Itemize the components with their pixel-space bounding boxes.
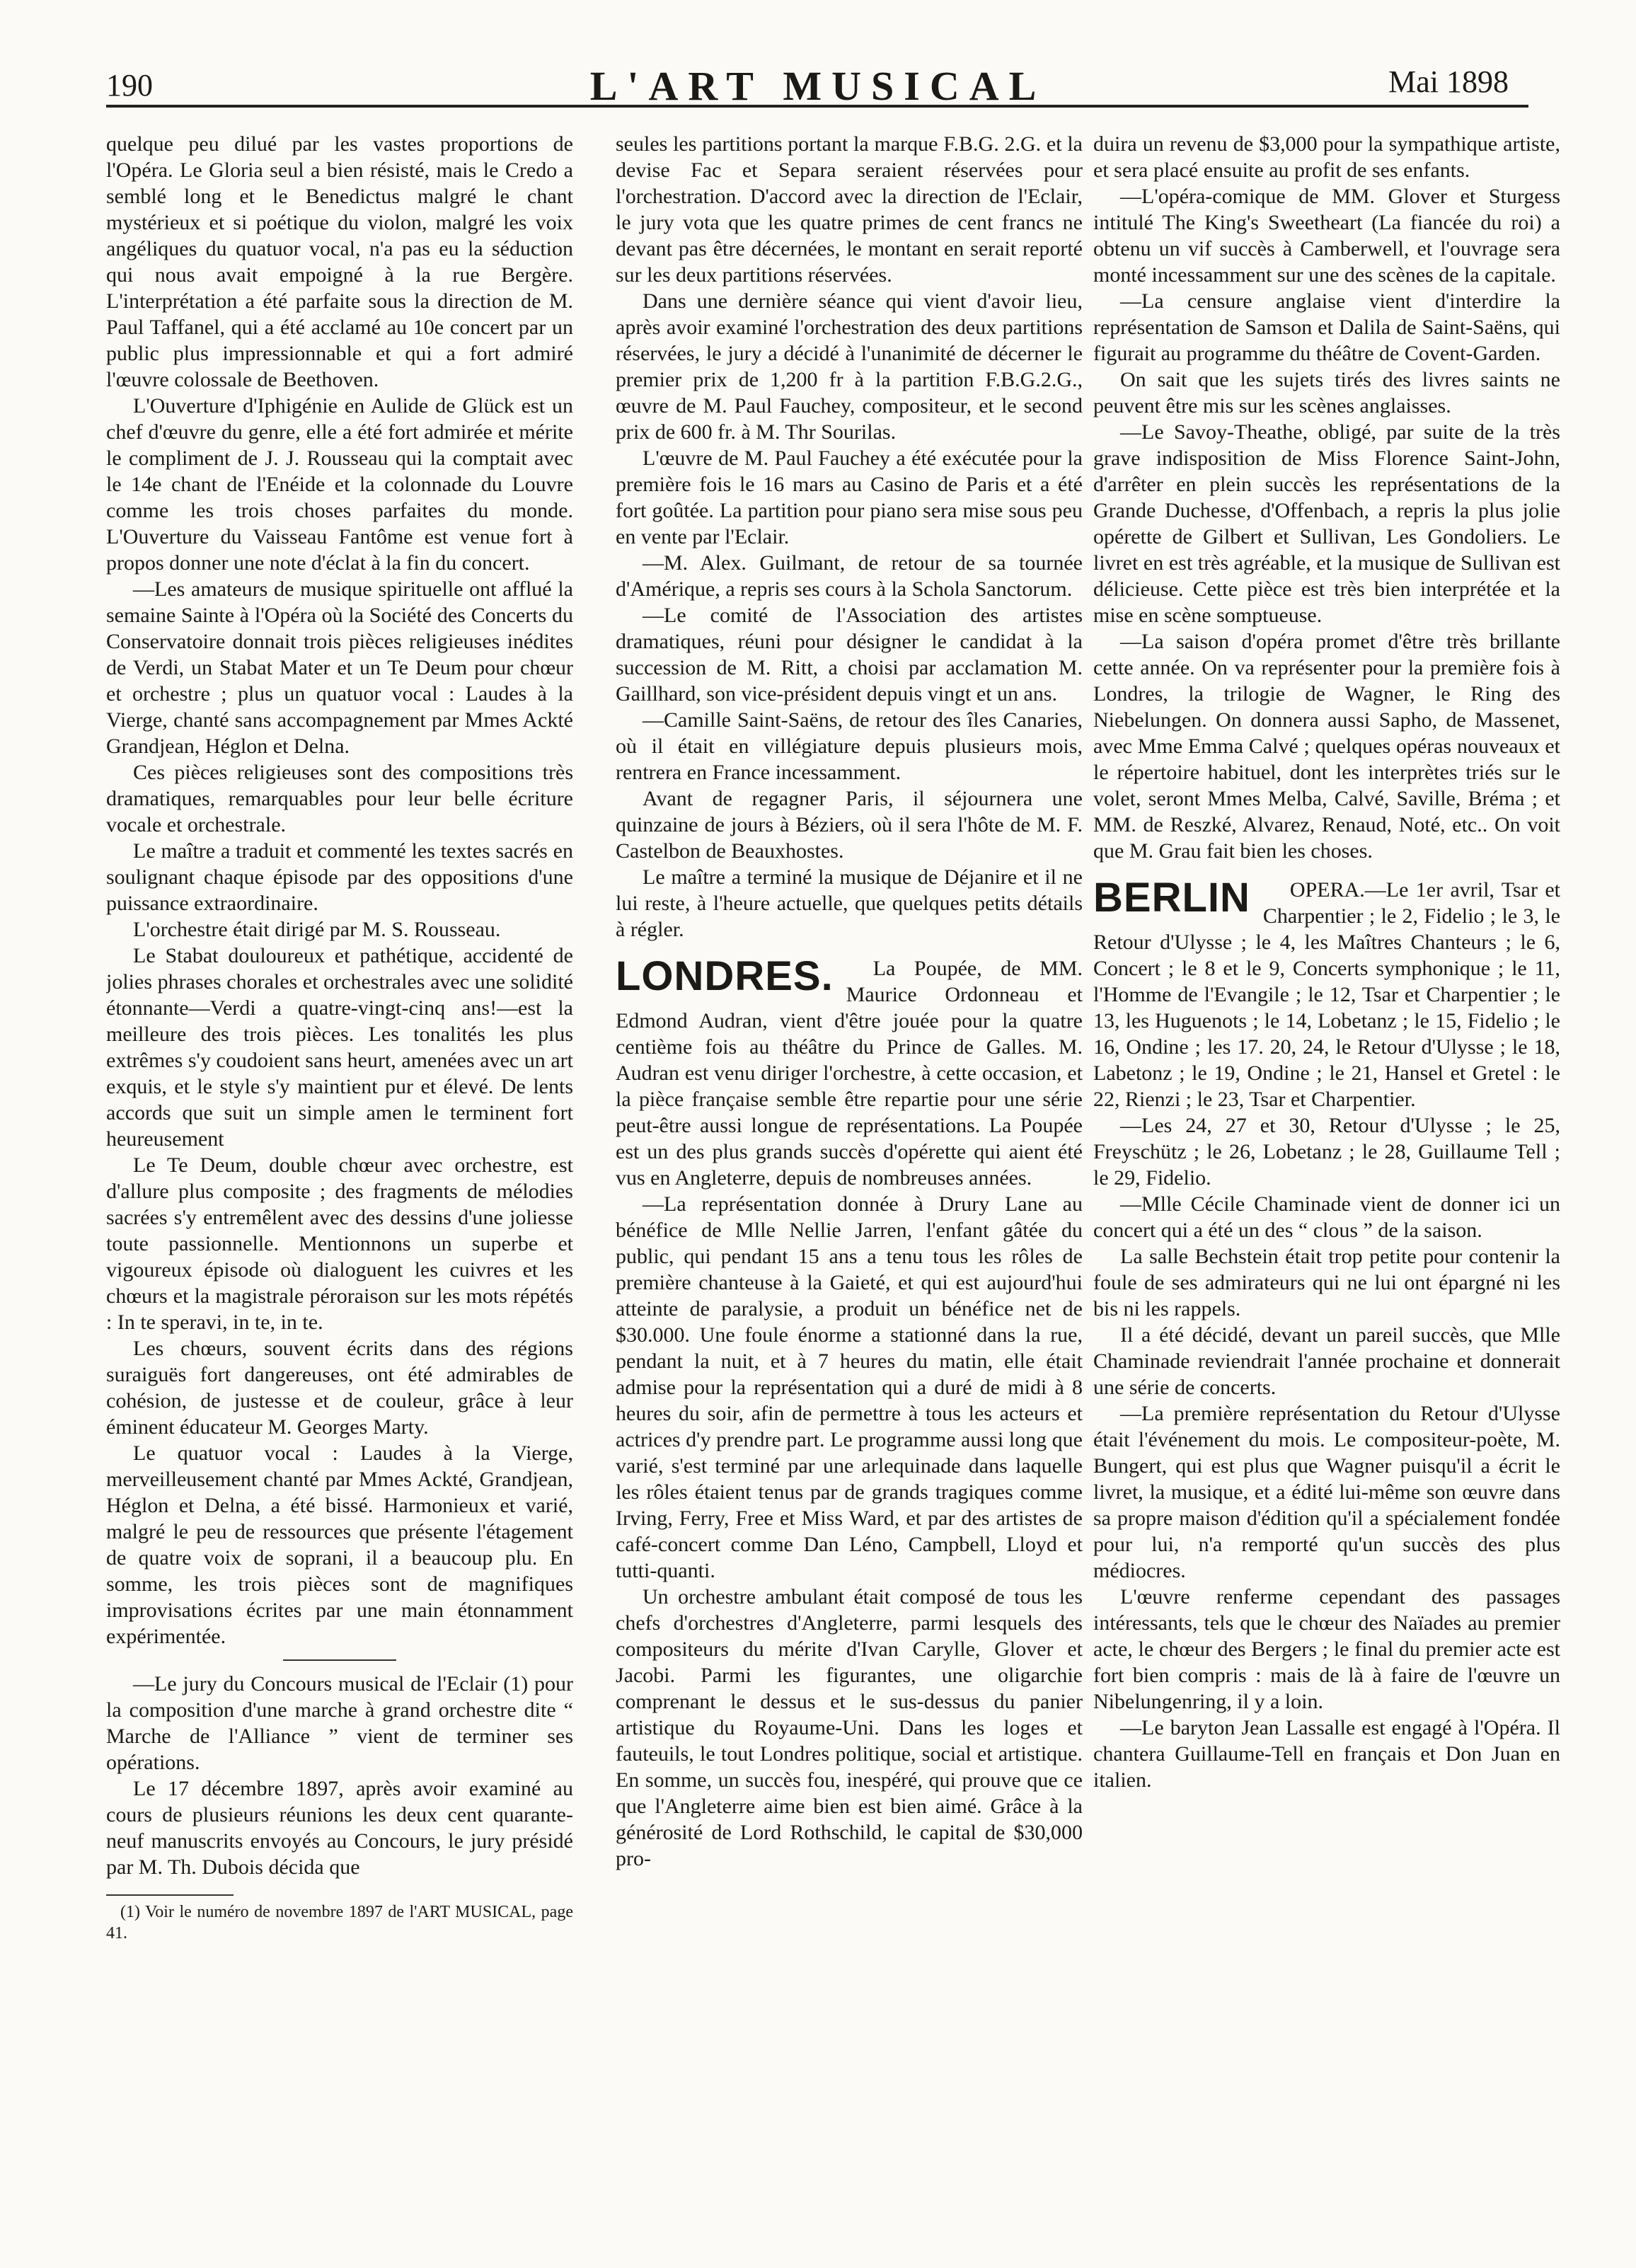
paragraph: Le 17 décembre 1897, après avoir examiné au cours de plusieurs réunions les deux cent quarante-neuf manuscrits envoyés au Concours, le jury présidé par M. Th. Dubois décida que	[106, 1777, 573, 1879]
paragraph: —La censure anglaise vient d'interdire la représentation de Samson et Dalila de Saint-Saëns, qui figurait au programme du théâtre de Covent-Garden.	[1093, 289, 1560, 365]
section-londres	[616, 955, 1083, 1872]
header-rule	[106, 105, 1528, 108]
page-number: 190	[106, 68, 153, 103]
paragraph: —Le Savoy-Theathe, obligé, par suite de la très grave indisposition de Miss Florence Saint-John, d'arrêter en plein succès les représentations de la Grande Duchesse, d'Offenbach, a repris la plus jolie opérette de Gilbert et Sullivan, Les Gondoliers. Le livret en est très agréable, et la musique de Sullivan est délicieuse. Cette pièce est très bien interprétée et la mise en scène somptueuse.	[1093, 420, 1560, 627]
paragraph: Avant de regagner Paris, il séjournera une quinzaine de jours à Béziers, où il sera l'hôte de M. F. Castelbon de Beauxhostes.	[616, 787, 1083, 863]
paragraph: —M. Alex. Guilmant, de retour de sa tournée d'Amérique, a repris ses cours à la Schola Sanctorum.	[616, 551, 1083, 601]
paragraph: —La saison d'opéra promet d'être très brillante cette année. On va représenter pour la première fois à Londres, la trilogie de Wagner, le Ring des Niebelungen. On donnera aussi Sapho, de Massenet, avec Mme Emma Calvé ; quelques opéras nouveaux et le répertoire habituel, dont les interprètes triés sur le volet, seront Mmes Melba, Calvé, Saville, Bréma ; et MM. de Reszké, Alvarez, Renaud, Noté, etc.. On voit que M. Grau fait bien les choses.	[1093, 630, 1560, 863]
page-header	[0, 0, 1636, 134]
journal-title: L'ART MUSICAL	[589, 63, 1047, 109]
paragraph: Un orchestre ambulant était composé de tous les chefs d'orchestres d'Angleterre, parmi lesquels des compositeurs du mérite d'Ivan Carylle, Glover et Jacobi. Parmi les figurantes, une oligarchie comprenant le dessus et le sus-dessus du panier artistique du Royaume-Uni. Dans les loges et fauteuils, le tout Londres politique, social et artistique. En somme, un succès fou, inespéré, qui prouve que ce que l'Angleterre aime bien est bien aimé. Grâce à la générosité de Lord Rothschild, le capital de $30,000 pro-	[616, 1585, 1083, 1870]
column-3	[1093, 131, 1560, 2155]
paragraph: Le quatuor vocal : Laudes à la Vierge, merveilleusement chanté par Mmes Ackté, Grandjean, Héglon et Delna, a été bissé. Harmonieux et varié, malgré le peu de ressources que présente l'étagement de quatre voix de soprani, il a beaucoup plu. En somme, les trois pièces sont de magnifiques improvisations écrites par une main étonnamment expérimentée.	[106, 1441, 573, 1648]
paragraph: Le maître a traduit et commenté les textes sacrés en soulignant chaque épisode par des oppositions d'une puissance extraordinaire.	[106, 839, 573, 915]
paragraph: —L'opéra-comique de MM. Glover et Sturgess intitulé The King's Sweetheart (La fiancée du roi) a obtenu un vif succès à Camberwell, et l'ouvrage sera monté incessamment sur une des scènes de la capitale.	[1093, 185, 1560, 287]
footnote: (1) Voir le numéro de novembre 1897 de l'ART MUSICAL, page 41.	[106, 1903, 573, 1942]
issue-date: Mai 1898	[1388, 64, 1509, 99]
footnote-rule	[106, 1894, 234, 1901]
paragraph: —La représentation donnée à Drury Lane au bénéfice de Mlle Nellie Jarren, l'enfant gâtée du public, qui pendant 15 ans a tenu tous les rôles de première chanteuse à la Gaieté, et qui est aujourd'hui atteinte de paralysie, a produit un bénéfice net de $30.000. Une foule énorme a stationné dans la rue, pendant la nuit, et à 7 heures du matin, elle était admise pour la représentation qui a duré de midi à 8 heures du soir, afin de permettre à tous les acteurs et actrices d'y prendre part. Le programme aussi long que varié, s'est terminé par une arlequinade dans laquelle les rôles étaient tenus par de grands tragiques comme Irving, Ferry, Free et Miss Ward, et par des artistes de café-concert comme Dan Léno, Campbell, Lloyd et tutti-quanti.	[616, 1192, 1083, 1582]
paragraph: L'œuvre renferme cependant des passages intéressants, tels que le chœur des Naïades au premier acte, le chœur des Bergers ; le final du premier acte est fort bien compris : mais de là à faire de l'œuvre un Nibelungenring, il y a loin.	[1093, 1585, 1560, 1713]
paragraph: Les chœurs, souvent écrits dans des régions suraiguës fort dangereuses, ont été admirables de cohésion, de justesse et de couleur, grâce à leur éminent éducateur M. Georges Marty.	[106, 1337, 573, 1439]
paragraph: Ces pièces religieuses sont des compositions très dramatiques, remarquables pour leur belle écriture vocale et orchestrale.	[106, 761, 573, 836]
paragraph: Le Te Deum, double chœur avec orchestre, est d'allure plus composite ; des fragments de mélodies sacrées s'y entremêlent avec des dessins d'une joliesse toute passionnelle. Mentionnons un superbe et vigoureux épisode où dialoguent les cuivres et les chœurs et la magistrale péroraison sur les mots répétés : In te speravi, in te, in te.	[106, 1153, 573, 1334]
paragraph: Dans une dernière séance qui vient d'avoir lieu, après avoir examiné l'orchestration des deux partitions réservées, le jury a décidé à l'unanimité de décerner le premier prix de 1,200 fr à la partition F.B.G.2.G., œuvre de M. Paul Fauchey, compositeur, et le second prix de 600 fr. à M. Thr Sourilas.	[616, 289, 1083, 444]
paragraph: seules les partitions portant la marque F.B.G. 2.G. et la devise Fac et Separa seraient réservées pour l'orchestration. D'accord avec la direction de l'Eclair, le jury vota que les quatre primes de cent francs ne devant pas être décernées, le montant en serait reporté sur les deux partitions réservées.	[616, 132, 1083, 287]
paragraph: —Le comité de l'Association des artistes dramatiques, réuni pour désigner le candidat à la succession de M. Ritt, a choisi par acclamation M. Gaillhard, son vice-président depuis vingt et un ans.	[616, 604, 1083, 706]
paragraph: duira un revenu de $3,000 pour la sympathique artiste, et sera placé ensuite au profit de ses enfants.	[1093, 132, 1560, 182]
paragraph: L'œuvre de M. Paul Fauchey a été exécutée pour la première fois le 16 mars au Casino de Paris et a été fort goûtée. La partition pour piano sera mise sous peu en vente par l'Eclair.	[616, 447, 1083, 548]
paragraph: —Les amateurs de musique spirituelle ont afflué la semaine Sainte à l'Opéra où la Société des Concerts du Conservatoire donnait trois pièces religieuses inédites de Verdi, un Stabat Mater et un Te Deum pour chœur et orchestre ; plus un quatuor vocal : Laudes à la Vierge, chanté sans accompagnement par Mmes Ackté Grandjean, Héglon et Delna.	[106, 577, 573, 758]
paragraph: La salle Bechstein était trop petite pour contenir la foule de ses admirateurs qui ne lui ont épargné ni les bis ni les rappels.	[1093, 1245, 1560, 1320]
section-berlin	[1093, 877, 1560, 1793]
paragraph: quelque peu dilué par les vastes proportions de l'Opéra. Le Gloria seul a bien résisté, mais le Credo a semblé long et le Benedictus malgré le chant mystérieux et si poétique du violon, malgré les voix angéliques du quatuor vocal, n'a pas eu la séduction qui nous avait empoigné à la rue Bergère. L'interprétation a été parfaite sous la direction de M. Paul Taffanel, qui a été acclamé au 10e concert par un public plus impressionnable et qui a fort admiré l'œuvre colossale de Beethoven.	[106, 132, 573, 391]
paragraph: On sait que les sujets tirés des livres saints ne peuvent être mis sur les scènes anglaisses.	[1093, 368, 1560, 418]
section-title-londres: LONDRES.	[616, 953, 834, 999]
paragraph: Le Stabat douloureux et pathétique, accidenté de jolies phrases chorales et orchestrales avec une solidité étonnante—Verdi a quatre-vingt-cinq ans!—est la meilleure des trois pièces. Les tonalités les plus extrêmes s'y coudoient sans heurt, amenées avec un art exquis, et le style s'y maintient pur et élevé. De lents accords que suit un simple amen le terminent fort heureusement	[106, 944, 573, 1151]
column-2	[616, 131, 1083, 2218]
paragraph: Il a été décidé, devant un pareil succès, que Mlle Chaminade reviendrait l'année prochaine et donnerait une série de concerts.	[1093, 1323, 1560, 1399]
paragraph: —Les 24, 27 et 30, Retour d'Ulysse ; le 25, Freyschütz ; le 26, Lobetanz ; le 28, Guillaume Tell ; le 29, Fidelio.	[1093, 1114, 1560, 1190]
paragraph: L'orchestre était dirigé par M. S. Rousseau.	[133, 918, 501, 941]
paragraph: —Le baryton Jean Lassalle est engagé à l'Opéra. Il chantera Guillaume-Tell en français et Don Juan en italien.	[1093, 1716, 1560, 1792]
paragraph: —Camille Saint-Saëns, de retour des îles Canaries, où il était en villégiature depuis plusieurs mois, rentrera en France incessamment.	[616, 708, 1083, 784]
paragraph: L'Ouverture d'Iphigénie en Aulide de Glück est un chef d'œuvre du genre, elle a été fort admirée et mérite le compliment de J. J. Rousseau qui la comptait avec le 14e chant de l'Enéide et la colonnade du Louvre comme les trois choses parfaites du monde. L'Ouverture du Vaisseau Fantôme est venue fort à propos donner une note d'éclat à la fin du concert.	[106, 394, 573, 575]
paragraph: —La première représentation du Retour d'Ulysse était l'événement du mois. Le compositeur-poète, M. Bungert, qui est plus que Wagner puisqu'il a écrit le livret, la musique, et a édité lui-même son œuvre dans sa propre maison d'édition qu'il a spécialement fondée pour lui, n'a remporté qu'un succès des plus médiocres.	[1093, 1402, 1560, 1582]
section-divider	[283, 1659, 396, 1661]
paragraph: Le maître a terminé la musique de Déjanire et il ne lui reste, à l'heure actuelle, que quelques petits détails à régler.	[616, 865, 1083, 941]
paragraph: —Mlle Cécile Chaminade vient de donner ici un concert qui a été un des “ clous ” de la saison.	[1093, 1192, 1560, 1242]
paragraph: La Poupée, de MM. Maurice Ordonneau et Edmond Audran, vient d'être jouée pour la quatre centième fois au théâtre du Prince de Galles. M. Audran est venu diriger l'orchestre, à cette occasion, et la pièce française semble être repartie pour une série peut-être aussi longue de représentations. La Poupée est un des plus grands succès d'opérette qui aient été vus en Angleterre, depuis de nombreuses années.	[616, 957, 1083, 1190]
section-title-berlin: BERLIN	[1093, 875, 1250, 921]
column-1	[106, 131, 573, 2134]
paragraph: —Le jury du Concours musical de l'Eclair (1) pour la composition d'une marche à grand orchestre dite “ Marche de l'Alliance ” vient de terminer ses opérations.	[106, 1672, 573, 1774]
paragraph: OPERA.—Le 1er avril, Tsar et Charpentier ; le 2, Fidelio ; le 3, le Retour d'Ulysse ; le 4, les Maîtres Chanteurs ; le 6, Concert ; le 8 et le 9, Concerts symphonique ; le 11, l'Homme de l'Evangile ; le 12, Tsar et Charpentier ; le 13, les Huguenots ; le 14, Lobetanz ; le 15, Fidelio ; le 16, Ondine ; les 17. 20, 24, le Retour d'Ulysse ; le 18, Labetonz ; le 19, Ondine ; le 21, Hansel et Gretel : le 22, Rienzi ; le 23, Tsar et Charpentier.	[1093, 878, 1560, 1111]
